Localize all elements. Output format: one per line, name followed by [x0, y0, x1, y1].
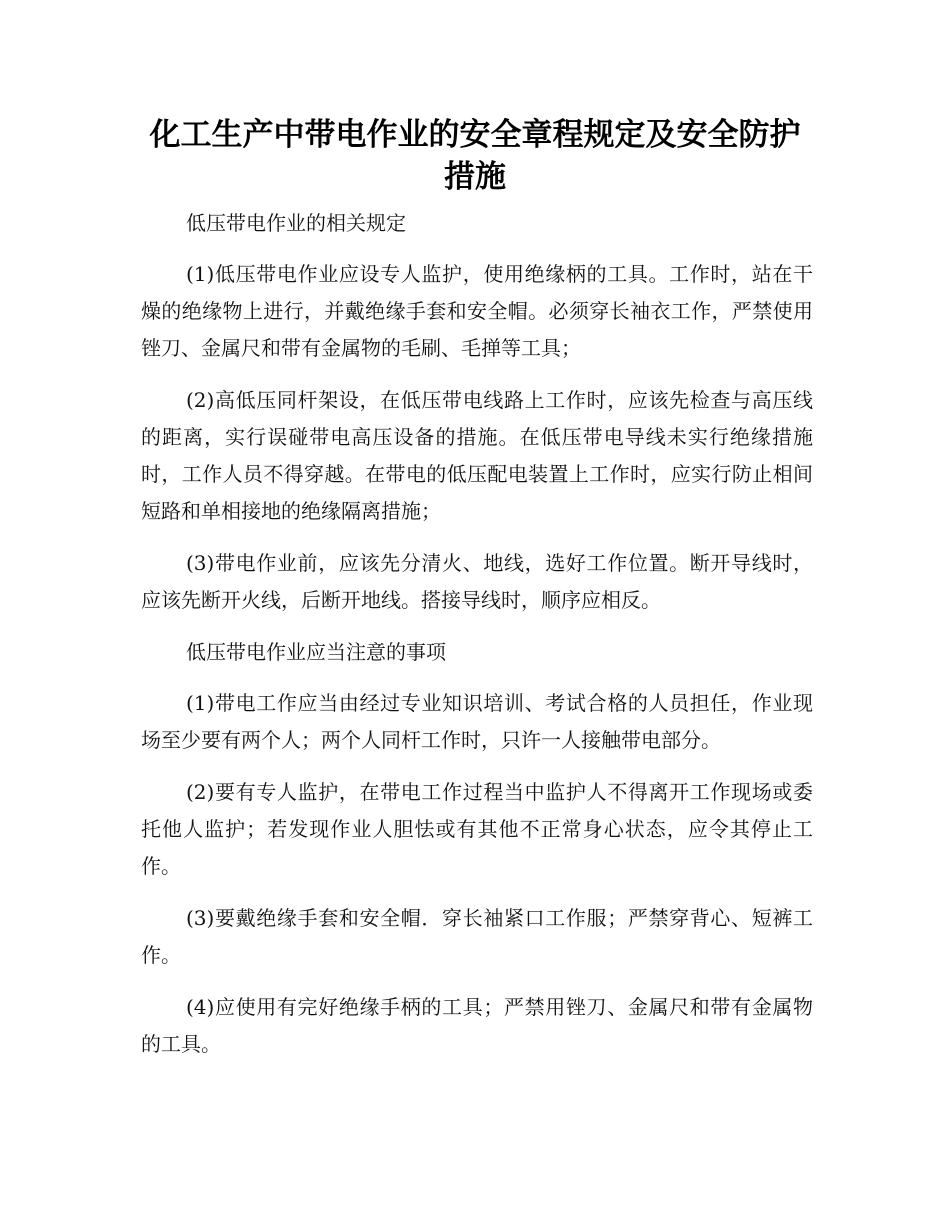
paragraph-precaution-4: (4)应使用有完好绝缘手柄的工具；严禁用锉刀、金属尺和带有金属物的工具。	[141, 995, 813, 1056]
paragraph-regulation-2: (2)高低压同杆架设，在低压带电线路上工作时，应该先检查与高压线的距离，实行误碰带电高压设备的措施。在低压带电导线未实行绝缘措施时，工作人员不得穿越。在带电的低压配电装置上工作时，应实行防止相间短路和单相接地的绝缘隔离措施；	[141, 388, 813, 523]
paragraph-precaution-3: (3)要戴绝缘手套和安全帽．穿长袖紧口工作服；严禁穿背心、短裤工作。	[141, 906, 813, 967]
paragraph-precaution-1: (1)带电工作应当由经过专业知识培训、考试合格的人员担任，作业现场至少要有两个人；两个人同杆工作时，只许一人接触带电部分。	[141, 691, 813, 752]
section-heading-regulations: 低压带电作业的相关规定	[186, 211, 406, 235]
document-body	[141, 205, 813, 1078]
paragraph-regulation-1: (1)低压带电作业应设专人监护，使用绝缘柄的工具。工作时，站在干燥的绝缘物上进行，并戴绝缘手套和安全帽。必须穿长袖衣工作，严禁使用锉刀、金属尺和带有金属物的毛刷、毛掸等工具；	[141, 262, 813, 360]
document-title-line-1: 化工生产中带电作业的安全章程规定及安全防护	[149, 117, 801, 153]
section-heading-precautions: 低压带电作业应当注意的事项	[186, 640, 446, 664]
paragraph-precaution-2: (2)要有专人监护，在带电工作过程当中监护人不得离开工作现场或委托他人监护；若发现作业人胆怯或有其他不正常身心状态，应令其停止工作。	[141, 780, 813, 878]
paragraph-regulation-3: (3)带电作业前，应该先分清火、地线，选好工作位置。断开导线时，应该先断开火线，后断开地线。搭接导线时，顺序应相反。	[141, 551, 813, 612]
document-title-line-2: 措施	[444, 159, 506, 195]
